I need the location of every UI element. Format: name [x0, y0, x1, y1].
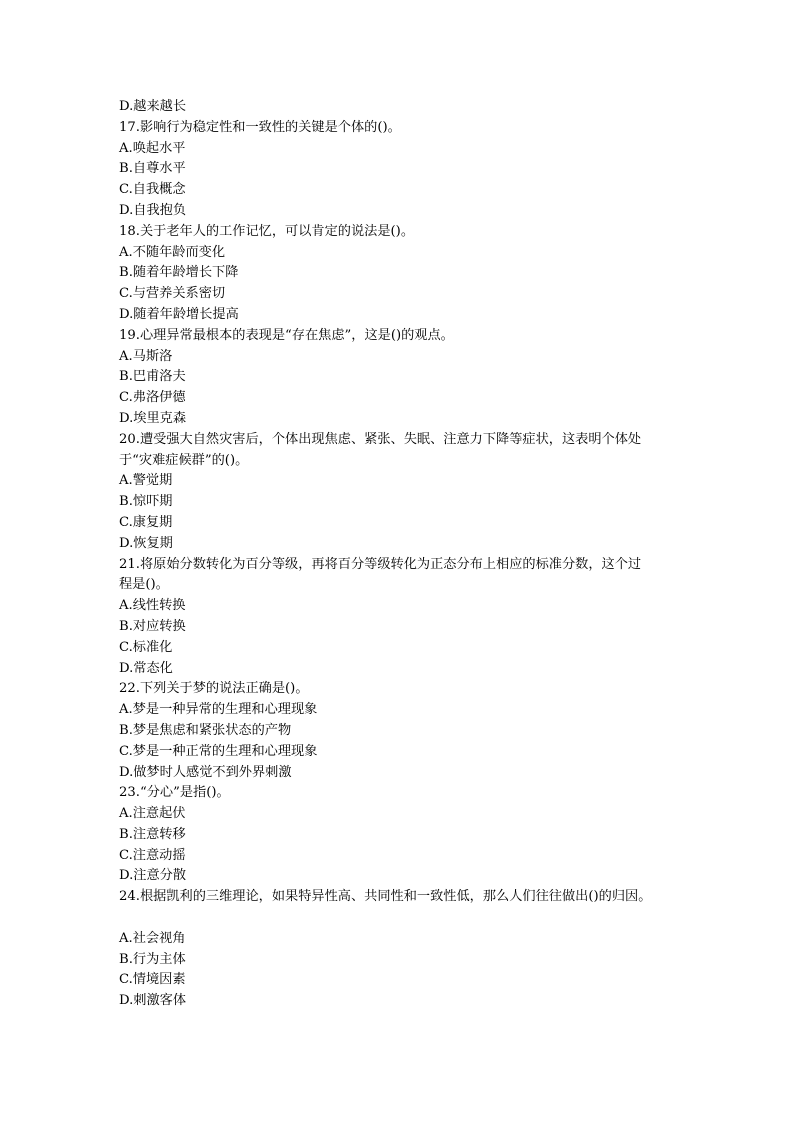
question-line: 23.“分心”是指()。	[119, 785, 230, 801]
option-line: D.越来越长	[119, 99, 187, 114]
option-line: A.线性转换	[119, 598, 186, 614]
option-line: B.行为主体	[119, 951, 186, 967]
option-line: A.警觉期	[119, 473, 173, 489]
option-line: A.社会视角	[119, 930, 186, 946]
option-line: C.注意动摇	[119, 847, 186, 863]
option-line: B.注意转移	[119, 826, 186, 842]
question-line: 24.根据凯利的三维理论，如果特异性高、共同性和一致性低，那么人们往往做出()的归因。	[119, 889, 652, 905]
option-line: C.弗洛伊德	[119, 390, 186, 406]
option-line: C.康复期	[119, 514, 173, 530]
option-line: D.自我抱负	[119, 202, 187, 218]
option-line: B.巴甫洛夫	[119, 369, 186, 385]
question-line: 19.心理异常最根本的表现是“存在焦虑”，这是()的观点。	[119, 327, 454, 343]
option-line: A.梦是一种异常的生理和心理现象	[119, 702, 318, 718]
option-line: A.马斯洛	[119, 348, 173, 364]
option-line: B.对应转换	[119, 618, 186, 634]
option-line: B.梦是焦虑和紧张状态的产物	[119, 722, 292, 738]
option-line: C.梦是一种正常的生理和心理现象	[119, 743, 318, 759]
option-line: C.情境因素	[119, 972, 186, 988]
question-line-continued: 于“灾难症候群”的()。	[119, 452, 249, 468]
option-line: A.注意起伏	[119, 806, 186, 822]
document-body	[119, 97, 699, 1012]
option-line: D.随着年龄增长提高	[119, 306, 239, 322]
option-line: D.注意分散	[119, 868, 187, 884]
option-line: A.不随年龄而变化	[119, 244, 226, 260]
question-line: 21.将原始分数转化为百分等级，再将百分等级转化为正态分布上相应的标准分数，这个过	[119, 556, 642, 572]
question-line: 18.关于老年人的工作记忆，可以肯定的说法是()。	[119, 223, 415, 239]
option-line: D.常态化	[119, 660, 173, 676]
option-line: D.恢复期	[119, 535, 173, 551]
question-line: 22.下列关于梦的说法正确是()。	[119, 681, 309, 697]
question-line-continued: 程是()。	[119, 577, 169, 593]
option-line: C.自我概念	[119, 182, 186, 198]
option-line: B.随着年龄增长下降	[119, 265, 239, 281]
option-line: D.做梦时人感觉不到外界刺激	[119, 764, 292, 780]
option-line: D.刺激客体	[119, 993, 187, 1009]
blank-line	[119, 908, 699, 929]
option-line: C.标准化	[119, 639, 173, 655]
question-line: 17.影响行为稳定性和一致性的关键是个体的()。	[119, 119, 401, 135]
option-line: B.惊吓期	[119, 494, 173, 510]
option-line: C.与营养关系密切	[119, 286, 226, 302]
option-line: A.唤起水平	[119, 140, 186, 156]
option-line: B.自尊水平	[119, 161, 186, 177]
option-line: D.埃里克森	[119, 410, 187, 426]
question-line: 20.遭受强大自然灾害后，个体出现焦虑、紧张、失眠、注意力下降等症状，这表明个体处	[119, 431, 642, 447]
